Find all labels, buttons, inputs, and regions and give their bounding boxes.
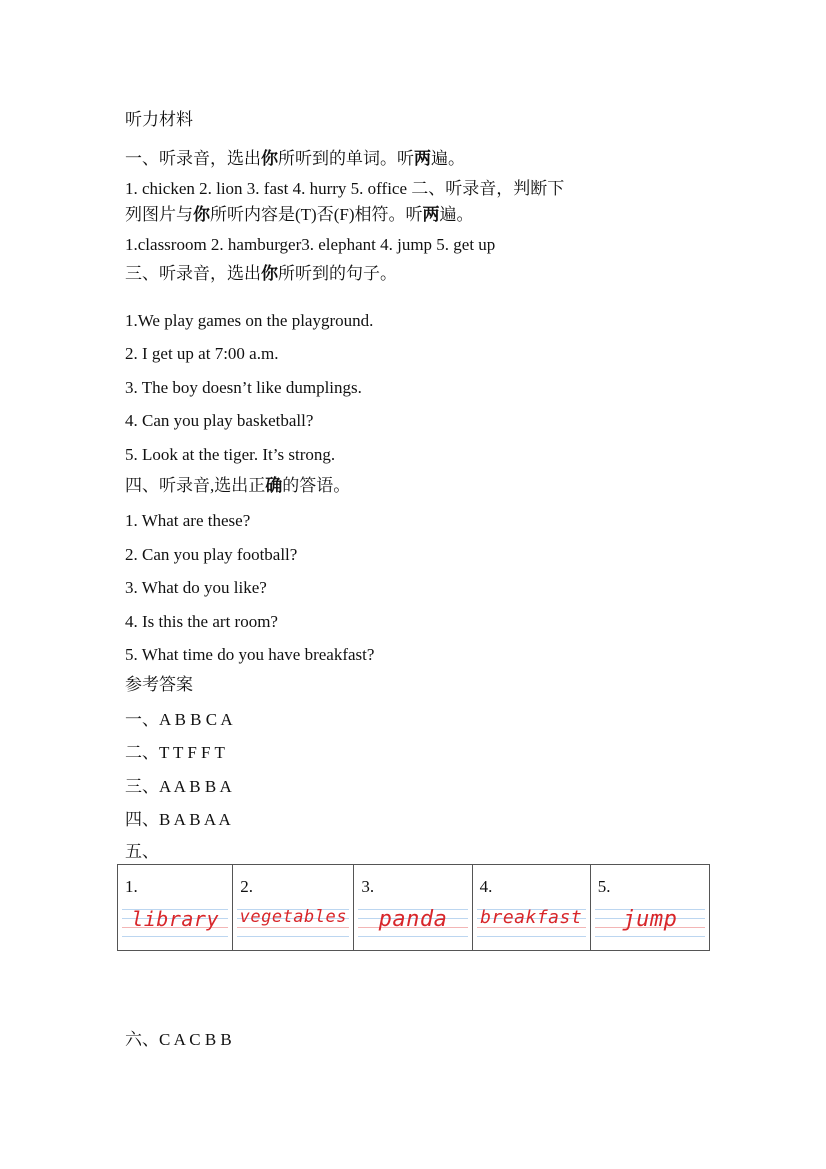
answer-cell: 1. library (118, 865, 233, 951)
answer-line: 六、C A C B B (125, 1030, 232, 1049)
section1-heading: 一、听录音，选出你所听到的单词。听两遍。 (125, 149, 465, 168)
handwriting-box: jump (595, 905, 705, 939)
sec4-item: 1. What are these? (125, 511, 251, 530)
answer-line: 二、T T F F T (125, 743, 225, 762)
sec4-item: 4. Is this the art room? (125, 612, 278, 631)
sec3-item: 1.We play games on the playground. (125, 311, 374, 330)
handwriting-box: vegetables (237, 905, 349, 939)
answer-line: 三、A A B B A (125, 777, 232, 796)
handwriting-box: library (122, 905, 228, 939)
answer-cell: 2. vegetables (233, 865, 354, 951)
section2-heading: 列图片与你所听内容是(T)否(F)相符。听两遍。 (125, 205, 474, 224)
section1-words: 1. chicken 2. lion 3. fast 4. hurry 5. office 二、听录音，判断下 (125, 179, 565, 198)
sec3-item: 3. The boy doesn’t like dumplings. (125, 378, 362, 397)
answer-cell: 3. panda (354, 865, 472, 951)
section3-heading: 三、听录音，选出你所听到的句子。 (125, 264, 397, 283)
answer-line: 四、B A B A A (125, 810, 231, 829)
answers-title: 参考答案 (125, 675, 193, 694)
sec4-item: 3. What do you like? (125, 578, 267, 597)
sec4-item: 5. What time do you have breakfast? (125, 645, 375, 664)
answer-line: 一、A B B C A (125, 710, 233, 729)
answer-cell: 4. breakfast (472, 865, 590, 951)
sec3-item: 4. Can you play basketball? (125, 411, 314, 430)
handwriting-box: panda (358, 905, 467, 939)
answer-line: 五、 (125, 842, 159, 861)
sec4-item: 2. Can you play football? (125, 545, 298, 564)
page-title: 听力材料 (125, 110, 193, 129)
sec3-item: 5. Look at the tiger. It’s strong. (125, 445, 336, 464)
handwriting-box: breakfast (477, 905, 586, 939)
answer-table (117, 864, 710, 951)
sec3-item: 2. I get up at 7:00 a.m. (125, 344, 279, 363)
section4-heading: 四、听录音,选出正确的答语。 (125, 476, 351, 495)
section2-words: 1.classroom 2. hamburger3. elephant 4. jump 5. get up (125, 235, 496, 254)
answer-cell: 5. jump (590, 865, 709, 951)
